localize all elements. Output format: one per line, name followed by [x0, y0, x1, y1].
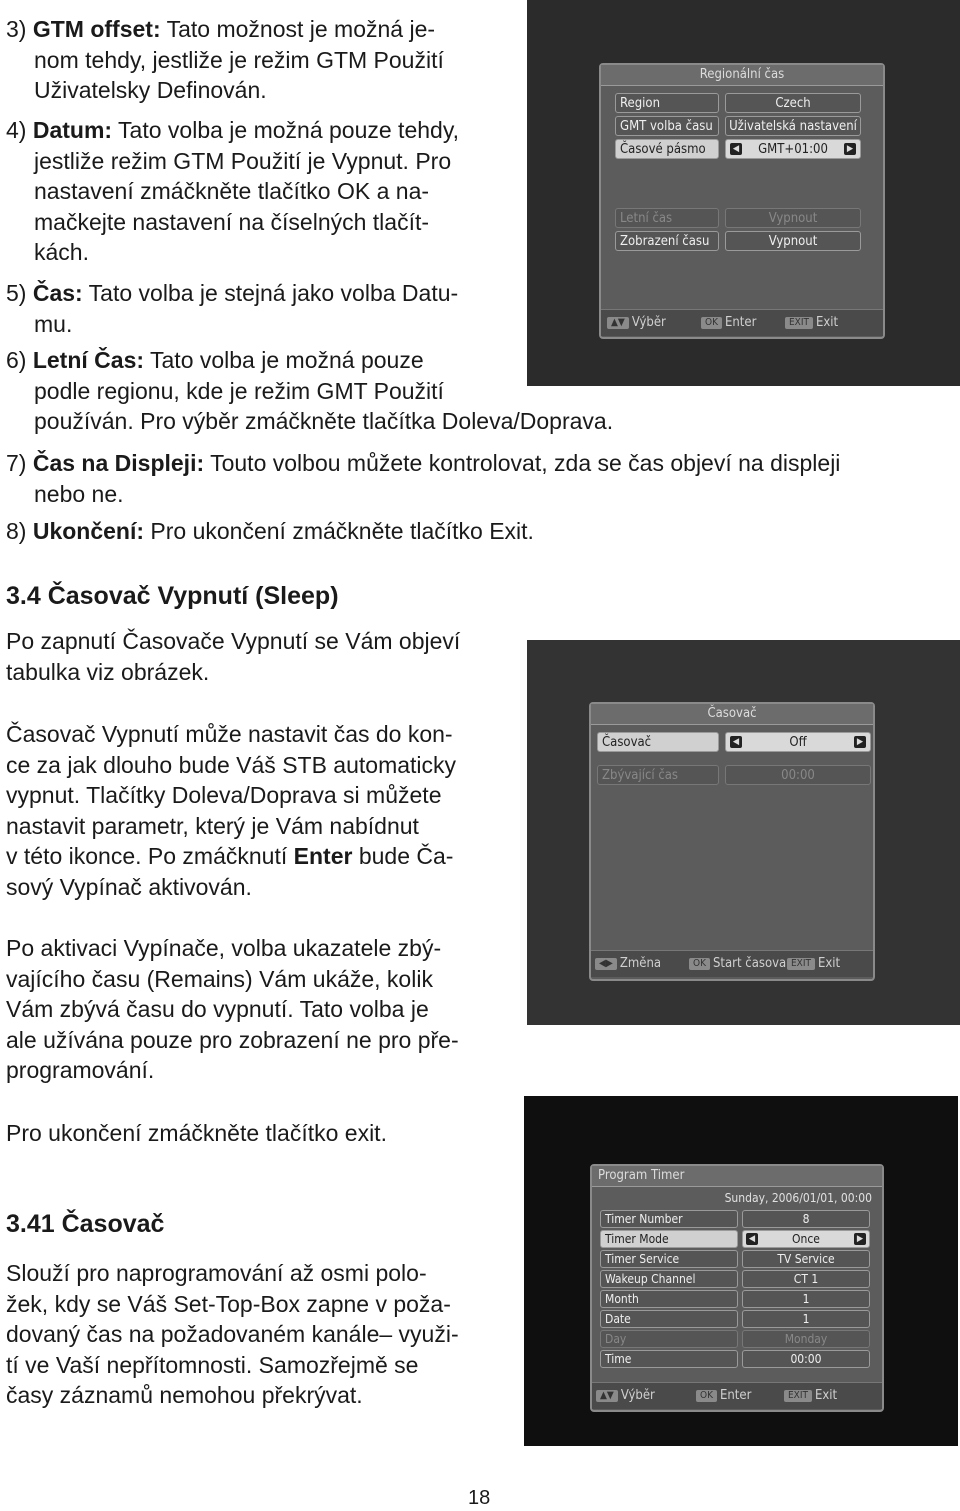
footer-label: Enter — [724, 315, 757, 330]
text-line: nastavit parametr, který je Vám nabídnut — [6, 812, 419, 839]
item-text: jestliže režim GTM Použití je Vypnut. Pro — [34, 147, 452, 174]
item-term: GTM offset: — [32, 16, 161, 42]
footer-label: Změna — [619, 956, 662, 971]
text-line: vypnut. Tlačítky Doleva/Doprava si můžete — [6, 782, 442, 808]
item-number: 4) — [6, 117, 27, 143]
footer-enter[interactable] — [701, 310, 756, 336]
row-value: Monday — [742, 1330, 870, 1348]
row-label: Zbývající čas — [597, 765, 719, 785]
item-term: Čas na Displeji: — [32, 450, 205, 476]
item-term: Čas: — [32, 280, 83, 306]
paragraph: Pro ukončení zmáčkněte tlačítko exit. — [6, 1120, 387, 1146]
footer-select[interactable] — [607, 310, 666, 336]
text-line: ce za jak dlouho bude Váš STB automaticky — [6, 751, 457, 778]
menu-row-day — [600, 1330, 874, 1348]
item-text: podle regionu, kde je režim GMT Použití — [34, 377, 444, 404]
item-8 — [6, 516, 934, 547]
osd-footer — [591, 950, 873, 977]
item-text: nebo ne. — [34, 480, 124, 507]
row-label: Date — [600, 1310, 738, 1328]
item-5 — [6, 278, 534, 339]
item-3 — [6, 14, 534, 106]
text-line: tí ve Vaší nepřítomnosti. Samozřejmě se — [6, 1351, 419, 1378]
footer-change[interactable] — [595, 951, 661, 977]
osd-panel — [599, 63, 885, 339]
text-line: časy záznamů nemohou překrývat. — [6, 1382, 363, 1408]
row-value: 1 — [742, 1310, 870, 1328]
row-value-text: Once — [792, 1232, 820, 1246]
footer-start[interactable] — [689, 951, 786, 977]
arrow-right-icon[interactable]: ▶ — [844, 143, 856, 155]
text-line: Slouží pro naprogramování až osmi polo- — [6, 1260, 427, 1286]
item-text: kách. — [34, 239, 89, 265]
page-number: 18 — [468, 1487, 491, 1509]
row-value — [725, 139, 861, 159]
text-line: programování. — [6, 1057, 155, 1083]
row-value: Vypnout — [725, 208, 861, 228]
datetime-display: Sunday, 2006/01/01, 00:00 — [724, 1191, 872, 1205]
text-line: Vám zbývá času do vypnutí. Tato volba je — [6, 996, 429, 1022]
menu-row-wakeup-channel[interactable] — [600, 1270, 874, 1288]
paragraph — [6, 1258, 506, 1411]
text-line: Po aktivaci Vypínače, volba ukazatele zbý- — [6, 935, 442, 961]
item-text: Uživatelsky Definován. — [34, 77, 267, 103]
leftright-key-icon: ◀▶ — [595, 958, 617, 970]
item-text: Touto volbou můžete kontrolovat, zda se čas objeví na displeji — [204, 450, 841, 476]
menu-row-region[interactable] — [615, 93, 865, 113]
row-label: GMT volba času — [615, 116, 719, 136]
row-label: Time — [600, 1350, 738, 1368]
footer-label: Exit — [816, 315, 839, 330]
footer-exit[interactable] — [784, 1383, 837, 1409]
arrow-left-icon[interactable]: ◀ — [746, 1233, 758, 1245]
item-text: Tato volba je stejná jako volba Datu- — [82, 280, 459, 306]
text-line: v této ikonce. Po zmáčknutí — [6, 843, 294, 869]
menu-row-timer[interactable] — [597, 732, 867, 752]
row-label: Day — [600, 1330, 738, 1348]
exit-key-icon: EXIT — [787, 958, 815, 970]
osd-title: Program Timer — [592, 1166, 882, 1187]
osd-title: Regionální čas — [601, 65, 883, 86]
tv-screen-sleep-timer — [527, 640, 960, 1025]
section-heading: 3.41 Časovač — [6, 1210, 165, 1238]
arrow-left-icon[interactable]: ◀ — [730, 143, 742, 155]
ok-key-icon: OK — [701, 317, 722, 329]
footer-label: Exit — [815, 1388, 838, 1403]
item-text: Pro ukončení zmáčkněte tlačítko Exit. — [144, 518, 534, 544]
row-value: CT 1 — [742, 1270, 870, 1288]
menu-row-timer-mode[interactable] — [600, 1230, 874, 1248]
exit-key-icon: EXIT — [785, 317, 813, 329]
footer-select[interactable] — [596, 1383, 655, 1409]
menu-row-month[interactable] — [600, 1290, 874, 1308]
row-label: Month — [600, 1290, 738, 1308]
text-line: bude Ča- — [352, 843, 454, 869]
text-line: žek, kdy se Váš Set-Top-Box zapne v poža- — [6, 1290, 451, 1317]
menu-row-timer-number[interactable] — [600, 1210, 874, 1228]
footer-exit[interactable] — [787, 951, 840, 977]
row-label: Timer Mode — [600, 1230, 738, 1248]
paragraph — [6, 933, 506, 1086]
item-4 — [6, 115, 534, 268]
item-term: Datum: — [32, 117, 113, 143]
row-value: TV Service — [742, 1250, 870, 1268]
item-number: 8) — [6, 518, 27, 544]
menu-row-remaining — [597, 765, 867, 785]
osd-footer — [601, 309, 883, 336]
row-label: Timer Number — [600, 1210, 738, 1228]
footer-label: Výběr — [631, 315, 666, 330]
exit-key-icon: EXIT — [784, 1390, 812, 1402]
arrow-left-icon[interactable]: ◀ — [730, 736, 742, 748]
arrow-right-icon[interactable]: ▶ — [854, 736, 866, 748]
osd-title: Časovač — [591, 704, 873, 725]
text-line: tabulka viz obrázek. — [6, 658, 210, 685]
osd-footer — [592, 1382, 882, 1409]
row-value-text: Off — [789, 735, 807, 750]
footer-label: Start časova — [712, 956, 787, 971]
item-text: mu. — [34, 310, 73, 337]
text-line: dovaný čas na požadovaném kanále– využi- — [6, 1321, 459, 1347]
updown-key-icon: ▲▼ — [596, 1390, 618, 1402]
row-value: Vypnout — [725, 231, 861, 251]
row-label: Wakeup Channel — [600, 1270, 738, 1288]
item-text: nastavení zmáčkněte tlačítko OK a na- — [34, 178, 430, 204]
menu-row-timer-service[interactable] — [600, 1250, 874, 1268]
ok-key-icon: OK — [689, 958, 710, 970]
row-label: Region — [615, 93, 719, 113]
footer-label: Exit — [818, 956, 841, 971]
footer-label: Enter — [719, 1388, 752, 1403]
paragraph — [6, 626, 506, 687]
menu-row-time-display[interactable] — [615, 231, 865, 251]
menu-row-time[interactable] — [600, 1350, 874, 1368]
row-value: Czech — [725, 93, 861, 113]
item-number: 7) — [6, 450, 27, 476]
item-text: mačkejte nastavení na číselných tlačít- — [34, 208, 430, 235]
row-value — [725, 732, 871, 752]
footer-exit[interactable] — [785, 310, 838, 336]
enter-term: Enter — [293, 843, 353, 869]
row-value: Uživatelská nastavení — [725, 116, 861, 136]
row-label: Časové pásmo — [615, 139, 719, 159]
item-text: Tato možnost je možná je- — [160, 16, 436, 42]
item-term: Ukončení: — [32, 518, 145, 544]
text-line: vajícího času (Remains) Vám ukáže, kolik — [6, 965, 433, 992]
item-number: 5) — [6, 280, 27, 306]
row-label: Timer Service — [600, 1250, 738, 1268]
row-value — [742, 1230, 870, 1248]
section-heading: 3.4 Časovač Vypnutí (Sleep) — [6, 582, 339, 610]
item-text: Tato volba je možná pouze — [144, 347, 424, 373]
footer-label: Výběr — [620, 1388, 655, 1403]
item-7 — [6, 448, 960, 509]
tv-screen-regional-time — [527, 0, 960, 386]
row-value-text: GMT+01:00 — [758, 142, 828, 157]
row-value: 00:00 — [725, 765, 871, 785]
item-number: 6) — [6, 347, 27, 373]
paragraph — [6, 719, 506, 902]
osd-panel — [589, 702, 875, 981]
text-line: ale užívána pouze pro zobrazení ne pro pře- — [6, 1026, 459, 1053]
item-text: používán. Pro výběr zmáčkněte tlačítka Doleva/Doprava. — [34, 408, 614, 434]
tv-screen-program-timer — [524, 1096, 958, 1446]
item-term: Letní Čas: — [32, 347, 145, 373]
text-line: sový Vypínač aktivován. — [6, 873, 252, 900]
menu-row-dst — [615, 208, 865, 228]
row-value: 00:00 — [742, 1350, 870, 1368]
osd-panel — [590, 1164, 884, 1412]
text-line: Po zapnutí Časovače Vypnutí se Vám objeví — [6, 628, 461, 654]
ok-key-icon: OK — [696, 1390, 717, 1402]
menu-row-date[interactable] — [600, 1310, 874, 1328]
text-line: Časovač Vypnutí může nastavit čas do kon- — [6, 721, 453, 747]
menu-row-gmt-mode[interactable] — [615, 116, 865, 136]
footer-enter[interactable] — [696, 1383, 751, 1409]
arrow-right-icon[interactable]: ▶ — [854, 1233, 866, 1245]
row-label: Zobrazení času — [615, 231, 719, 251]
row-value: 8 — [742, 1210, 870, 1228]
menu-row-timezone[interactable] — [615, 139, 865, 159]
item-text: Tato volba je možná pouze tehdy, — [112, 117, 460, 143]
row-value: 1 — [742, 1290, 870, 1308]
item-text: nom tehdy, jestliže je režim GTM Použití — [34, 46, 444, 73]
row-label: Letní čas — [615, 208, 719, 228]
item-number: 3) — [6, 16, 27, 42]
updown-key-icon: ▲▼ — [607, 317, 629, 329]
row-label: Časovač — [597, 732, 719, 752]
